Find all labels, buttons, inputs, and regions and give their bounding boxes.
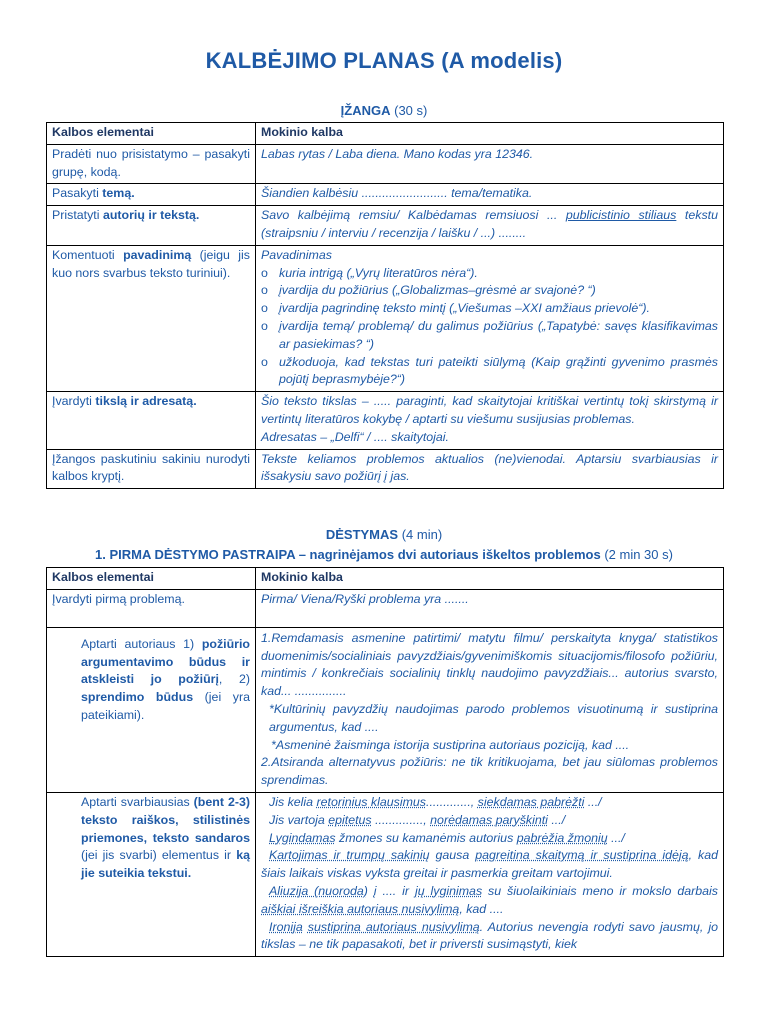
row-label: Įžangos paskutiniu sakiniu nurodyti kalbos kryptį.: [47, 449, 256, 489]
table-row: [47, 792, 724, 956]
list-item: o įvardija pagrindinę teksto mintį („Viešumas –XXI amžiaus prievolė“).: [261, 300, 718, 318]
row-content: Jis kelia retorinius klausimus............., siekdamas pabrėžti .../ Jis vartoja epitetus .............., norėdamas paryškinti .../ Lygindamas žmones su kamanėmis autorius pabrėžia žmonių .../ Kartojimas ir trumpų sakinių gausa pagreitina skaitymą ir sustiprina idėją, kad šiais laikais viskas vyksta greitai ir pasmerkia greitam vartojimui. Aliuzija (nuoroda) į .... ir jų lyginimas su šiuolaikiniais meno ir mokslo darbais aiškiai išreiškia autoriaus nusivylimą, kad .... Ironija sustiprina autoriaus nusivylimą. Autorius nevengia rodyti savo jausmų, jo tikslas – ne tik papasakoti, bet ir priversti susimąstyti, kiek: [256, 792, 724, 956]
row-content: Pirma/ Viena/Ryški problema yra .......: [256, 589, 724, 627]
body-table: [46, 567, 724, 957]
title-list-heading: Pavadinimas: [261, 247, 332, 262]
intro-heading-label: ĮŽANGA: [340, 103, 391, 118]
body-heading-time: (4 min): [401, 527, 443, 542]
list-item: o įvardija temą/ problemą/ du galimus požiūrius („Tapatybė: savęs klasifikavimas ar pasiekimas? “): [261, 318, 718, 351]
bullet-circle-icon: o: [261, 318, 268, 333]
bullet-circle-icon: o: [261, 283, 268, 298]
table-row: [47, 245, 724, 391]
bullet-circle-icon: o: [261, 265, 268, 280]
table-header-row: [47, 123, 724, 145]
intro-heading-time: (30 s): [394, 103, 428, 118]
row-label: Komentuoti pavadinimą (jeigu jis kuo nors svarbus teksto turiniui).: [47, 245, 256, 391]
row-label: Aptarti svarbiausias (bent 2-3) teksto raiškos, stilistinės priemones, teksto sandaros (jei jis svarbi) elementus ir ką jie suteikia tekstui.: [47, 792, 256, 956]
column-header-speech: Mokinio kalba: [256, 123, 724, 145]
row-content: Tekste keliamos problemos aktualios (ne)vienodai. Aptarsiu svarbiausias ir išsakysiu savo požiūrį į jas.: [256, 449, 724, 489]
row-content: Savo kalbėjimą remsiu/ Kalbėdamas remsiuosi ... publicistinio stiliaus tekstu (straipsniu / interviu / recenzija / laišku / ...) ........: [256, 206, 724, 246]
row-content: Šiandien kalbėsiu ......................... tema/tematika.: [256, 184, 724, 206]
list-item: o kuria intrigą („Vyrų literatūros nėra“).: [261, 265, 718, 283]
body-subheading: [0, 547, 768, 562]
column-header-elements: Kalbos elementai: [47, 568, 256, 590]
row-label: Įvardyti tikslą ir adresatą.: [47, 392, 256, 449]
table-row: [47, 627, 724, 792]
intro-table: [46, 122, 724, 489]
row-label: Pasakyti temą.: [47, 184, 256, 206]
intro-heading: [0, 103, 768, 118]
table-header-row: [47, 568, 724, 590]
bullet-circle-icon: o: [261, 354, 268, 369]
row-label: Aptarti autoriaus 1) požiūrio argumentavimo būdus ir atskleisti jo požiūrį, 2) sprendimo būdus (jei yra pateikiami).: [47, 627, 256, 792]
column-header-speech: Mokinio kalba: [256, 568, 724, 590]
row-content: 1.Remdamasis asmenine patirtimi/ matytu filmu/ perskaityta knyga/ statistikos duomenimis/socialiniais pavyzdžiais/gyvenimiškomis situacijomis/filosofo požiūriu, mintimis / konkrečiais socialinių tinklų naudojimo pavyzdžiais... autorius svarsto, kad... ............... *Kultūrinių pavyzdžių naudojimas parodo problemos visuotinumą ir sustiprina argumentus, kad .... *Asmeninė žaisminga istorija sustiprina autoriaus poziciją, kad .... 2.Atsiranda alternatyvus požiūris: ne tik kritikuojama, bet jau siūlomas problemos sprendimas.: [256, 627, 724, 792]
body-heading-label: DĖSTYMAS: [325, 527, 399, 542]
row-label: Įvardyti pirmą problemą.: [47, 589, 256, 627]
row-label: Pradėti nuo prisistatymo – pasakyti grupę, kodą.: [47, 144, 256, 184]
table-row: [47, 144, 724, 184]
body-heading: [0, 527, 768, 542]
table-row: [47, 184, 724, 206]
row-content: Labas rytas / Laba diena. Mano kodas yra 12346.: [256, 144, 724, 184]
table-row: [47, 449, 724, 489]
page-title: KALBĖJIMO PLANAS (A modelis): [205, 48, 563, 73]
row-content: Šio teksto tikslas – ..... paraginti, kad skaitytojai kritiškai vertintų tokį skirstymą ir vertintų literatūros kokybę / aptarti su viešumu susijusias problemas. Adresatas – „Delfi“ / .... skaitytojai.: [256, 392, 724, 449]
column-header-elements: Kalbos elementai: [47, 123, 256, 145]
body-subheading-time: (2 min 30 s): [604, 547, 673, 562]
table-row: [47, 392, 724, 449]
row-label: Pristatyti autorių ir tekstą.: [47, 206, 256, 246]
bullet-circle-icon: o: [261, 301, 268, 316]
body-subheading-label: 1. PIRMA DĖSTYMO PASTRAIPA – nagrinėjamos dvi autoriaus iškeltos problemos: [95, 547, 601, 562]
table-row: [47, 589, 724, 627]
table-row: [47, 206, 724, 246]
row-content: [256, 245, 724, 391]
list-item: o užkoduoja, kad tekstas turi pateikti siūlymą (Kaip grąžinti gyvenimo prasmės pojūtį beprasmybėje?“): [261, 354, 718, 387]
list-item: o įvardija du požiūrius („Globalizmas–grėsmė ar svajonė? “): [261, 282, 718, 300]
